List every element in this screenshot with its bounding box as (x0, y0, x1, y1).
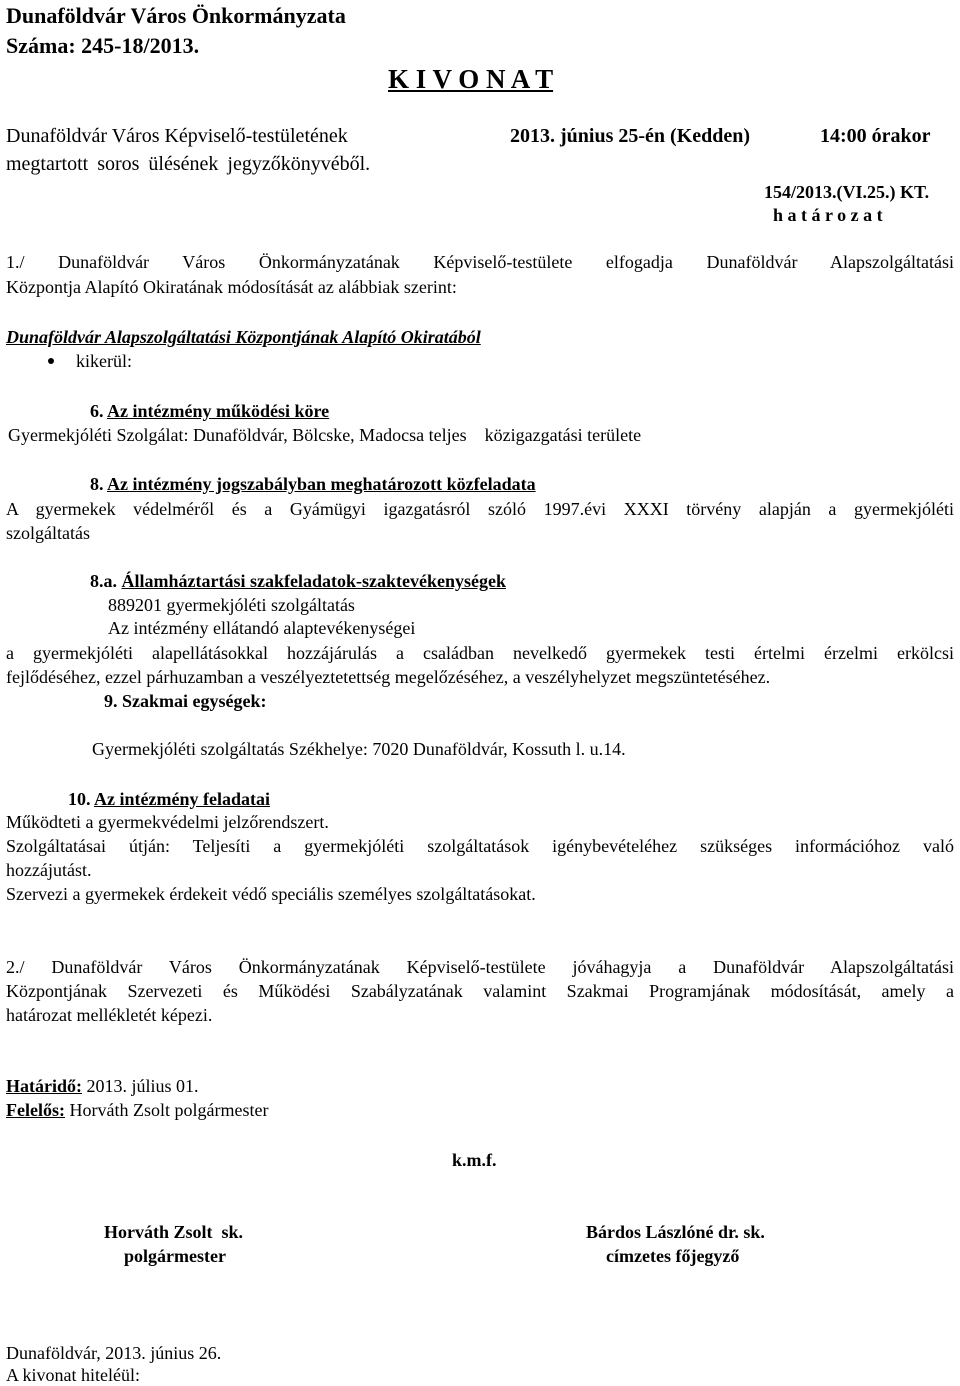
deadline: Határidő: 2013. július 01. (6, 1076, 199, 1096)
signature-right-name: Bárdos Lászlóné dr. sk. (586, 1222, 765, 1242)
section8a-line2: fejlődéséhez, ezzel párhuzamban a veszélyeztetettség megelőzéséhez, a veszélyhelyzet megszüntetéséhez. (6, 667, 771, 687)
section8a-sub: Az intézmény ellátandó alaptevékenységei (108, 618, 416, 638)
resolution-number: 154/2013.(VI.25.) KT. (764, 182, 930, 202)
point1-bullet-text: kikerül: (76, 351, 132, 371)
signature-right-title: címzetes főjegyző (606, 1246, 740, 1266)
kmf: k.m.f. (452, 1150, 497, 1170)
point2-line3: határozat mellékletét képezi. (6, 1005, 213, 1025)
signature-left-name: Horváth Zsolt sk. (104, 1222, 244, 1242)
section9-text: Gyermekjóléti szolgáltatás Székhelye: 7020 Dunaföldvár, Kossuth l. u.14. (92, 739, 626, 759)
section6-text: Gyermekjóléti Szolgálat: Dunaföldvár, Bölcske, Madocsa teljes közigazgatási területe (8, 425, 642, 445)
point2-line1: 2./ Dunaföldvár Város Önkormányzatának Képviselő-testülete jóváhagyja a Dunaföldvár Alapszolgáltatási (6, 957, 954, 977)
point1-line2: Központja Alapító Okiratának módosítását az alábbiak szerint: (6, 277, 457, 297)
section8a-line1: a gyermekjóléti alapellátásokkal hozzájárulás a családban nevelkedő gyermekek testi értelmi érzelmi erkölcsi (6, 643, 954, 663)
section10-line4: Szervezi a gyermekek érdekeit védő speciális személyes szolgáltatásokat. (6, 884, 536, 904)
section10-line3: hozzájutást. (6, 860, 92, 880)
section8a-heading: 8.a. Államháztartási szakfeladatok-szaktevékenységek (90, 571, 506, 591)
footer-place-date: Dunaföldvár, 2013. június 26. (6, 1343, 222, 1363)
section6-heading: 6. Az intézmény működési köre (90, 401, 330, 421)
document-number: Száma: 245-18/2013. (6, 33, 200, 58)
meeting-line-2: megtartott soros ülésének jegyzőkönyvéből. (6, 153, 371, 175)
section8-heading: 8. Az intézmény jogszabályban meghatározott közfeladata (90, 474, 536, 494)
bullet-icon (48, 358, 54, 364)
point2-line2: Központjának Szervezeti és Működési Szabályzatának valamint Szakmai Programjának módosítását, amely a (6, 981, 954, 1001)
section10-heading: 10. Az intézmény feladatai (68, 789, 270, 809)
organization-name: Dunaföldvár Város Önkormányzata (6, 3, 346, 28)
section8-line2: szolgáltatás (6, 523, 90, 543)
signature-left-title: polgármester (124, 1246, 226, 1266)
section8a-code: 889201 gyermekjóléti szolgáltatás (108, 595, 355, 615)
point1-subtitle: Dunaföldvár Alapszolgáltatási Központjának Alapító Okiratából (6, 327, 481, 347)
responsible: Felelős: Horváth Zsolt polgármester (6, 1100, 269, 1120)
section10-line1: Működteti a gyermekvédelmi jelzőrendszert. (6, 812, 329, 832)
footer-certified: A kivonat hiteléül: (6, 1365, 140, 1385)
section8-line1: A gyermekek védelméről és a Gyámügyi igazgatásról szóló 1997.évi XXXI törvény alapján a gyermekjóléti (6, 499, 954, 519)
meeting-line: Dunaföldvár Város Képviselő-testületének 2013. június 25-én (Kedden) 14:00 órakor (6, 125, 931, 147)
meeting-time: 14:00 órakor (820, 125, 931, 147)
section10-line2: Szolgáltatásai útján: Teljesíti a gyermekjóléti szolgáltatások igénybevételéhez szükséges információhoz való (6, 836, 954, 856)
section9-heading: 9. Szakmai egységek: (104, 691, 267, 711)
document-title: K I V O N A T (388, 64, 554, 94)
point1-line1: 1./ Dunaföldvár Város Önkormányzatának Képviselő-testülete elfogadja Dunaföldvár Alapszolgáltatási (6, 252, 954, 272)
meeting-date: 2013. június 25-én (Kedden) (510, 125, 751, 147)
resolution-label: h a t á r o z a t (773, 205, 883, 225)
